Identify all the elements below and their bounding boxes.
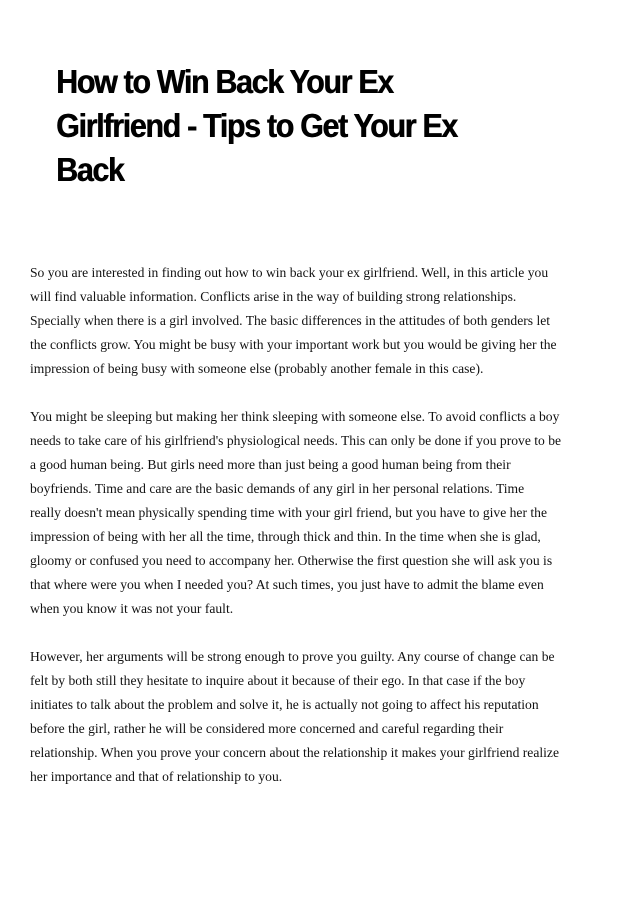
title-line-2: Girlfriend - Tips to Get Your Ex — [56, 107, 457, 144]
paragraph-2 — [30, 405, 608, 621]
paragraph-line: impression of being with her all the time, through thick and thin. In the time when she is glad, — [30, 529, 541, 544]
title-line-1: How to Win Back Your Ex — [56, 63, 393, 100]
paragraph-line: that where were you when I needed you? At such times, you just have to admit the blame even — [30, 577, 544, 592]
paragraph-line: So you are interested in finding out how to win back your ex girlfriend. Well, in this article you — [30, 265, 549, 280]
paragraph-line: needs to take care of his girlfriend's physiological needs. This can only be done if you prove to be — [30, 433, 562, 448]
paragraph-line: However, her arguments will be strong enough to prove you guilty. Any course of change can be — [30, 649, 555, 664]
article-title — [56, 60, 571, 192]
paragraph-line: relationship. When you prove your concern about the relationship it makes your girlfriend realize — [30, 745, 559, 760]
paragraph-line: her importance and that of relationship to you. — [30, 769, 283, 784]
paragraph-1 — [30, 261, 608, 381]
paragraph-line: You might be sleeping but making her think sleeping with someone else. To avoid conflicts a boy — [30, 409, 560, 424]
paragraph-line: really doesn't mean physically spending time with your girl friend, but you have to give her the — [30, 505, 548, 520]
paragraph-line: impression of being busy with someone else (probably another female in this case). — [30, 361, 484, 376]
paragraph-line: initiates to talk about the problem and solve it, he is actually not going to affect his reputation — [30, 697, 539, 712]
paragraph-line: when you know it was not your fault. — [30, 601, 234, 616]
paragraph-line: boyfriends. Time and care are the basic demands of any girl in her personal relations. Time — [30, 481, 525, 496]
paragraph-line: a good human being. But girls need more than just being a good human being from their — [30, 457, 511, 472]
paragraph-line: gloomy or confused you need to accompany her. Otherwise the first question she will ask you is — [30, 553, 553, 568]
article-body — [30, 261, 608, 813]
title-line-3: Back — [56, 151, 124, 188]
paragraph-line: felt by both still they hesitate to inquire about it because of their ego. In that case if the boy — [30, 673, 526, 688]
paragraph-line: before the girl, rather he will be considered more concerned and careful regarding their — [30, 721, 504, 736]
paragraph-3 — [30, 645, 608, 789]
paragraph-line: will find valuable information. Conflicts arise in the way of building strong relationships. — [30, 289, 517, 304]
paragraph-line: Specially when there is a girl involved. The basic differences in the attitudes of both genders let — [30, 313, 551, 328]
paragraph-line: the conflicts grow. You might be busy with your important work but you would be giving her the — [30, 337, 557, 352]
